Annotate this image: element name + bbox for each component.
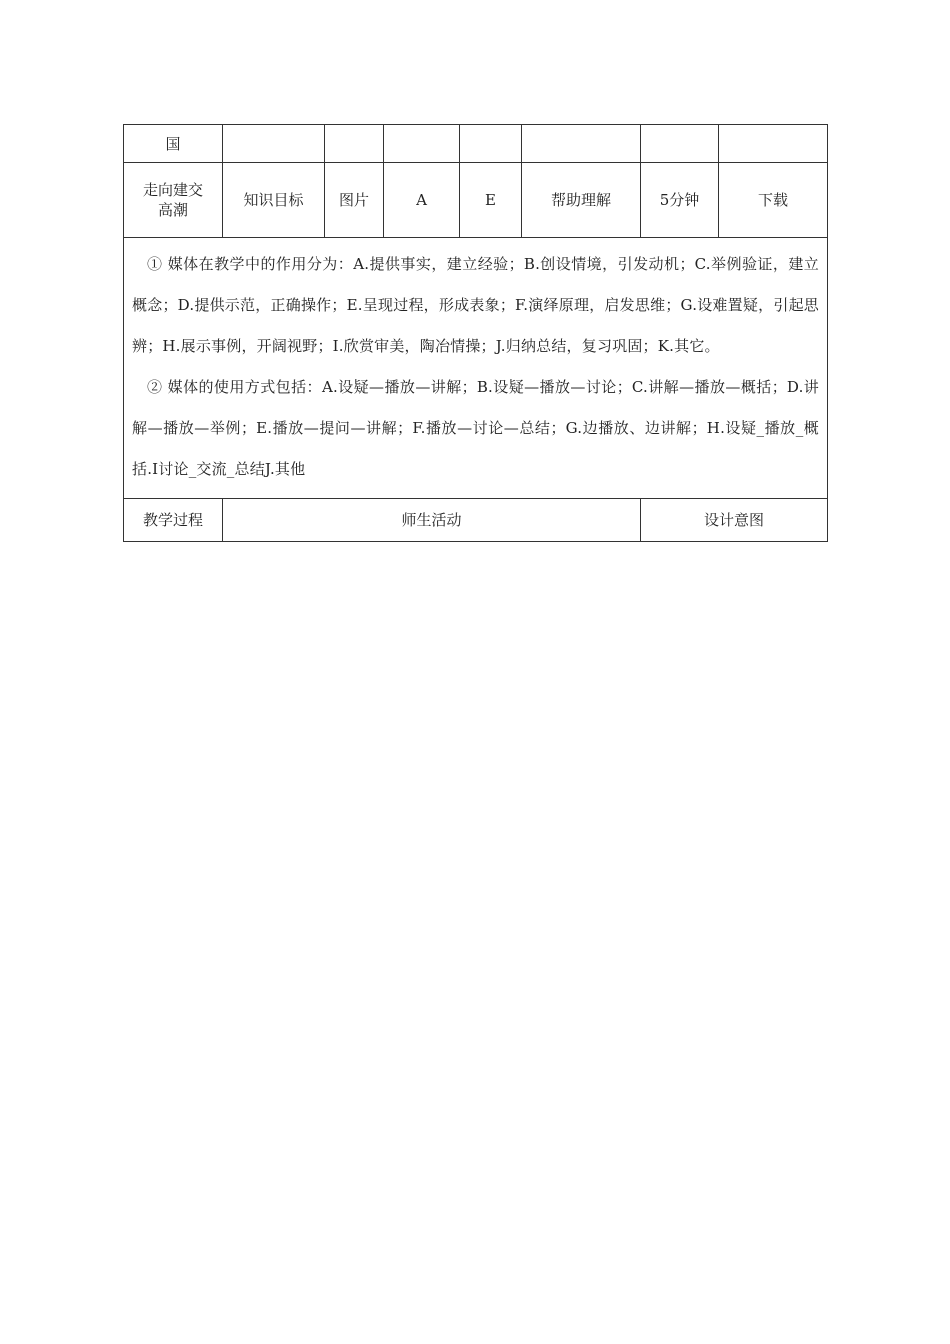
cell-activity-header: 师生活动	[223, 499, 641, 542]
topic-line-2: 高潮	[157, 201, 188, 219]
cell-role-code: A	[384, 163, 460, 238]
notes-cell	[124, 238, 828, 499]
table-row	[124, 499, 828, 542]
cell-source: 下载	[719, 163, 828, 238]
cell-topic-continued: 国	[124, 125, 223, 163]
cell-empty	[384, 125, 460, 163]
table-row	[124, 163, 828, 238]
cell-objective: 知识目标	[223, 163, 325, 238]
cell-media-type: 图片	[325, 163, 384, 238]
cell-empty	[460, 125, 522, 163]
media-plan-table	[123, 124, 828, 542]
notes-paragraph-roles: ① 媒体在教学中的作用分为：A.提供事实，建立经验；B.创设情境，引发动机；C.举例验证，建立概念；D.提供示范，正确操作；E.呈现过程，形成表象；F.演绎原理，启发思维；G.设难置疑，引起思辨；H.展示事例，开阔视野；I.欣赏审美，陶冶情操；J.归纳总结，复习巩固；K.其它。	[132, 255, 819, 355]
cell-empty	[325, 125, 384, 163]
cell-empty	[641, 125, 719, 163]
cell-empty	[719, 125, 828, 163]
cell-empty	[522, 125, 641, 163]
cell-effect: 帮助理解	[522, 163, 641, 238]
cell-empty	[223, 125, 325, 163]
topic-line-1: 走向建交	[142, 181, 203, 199]
table-row	[124, 238, 828, 499]
notes-paragraph-usage: ② 媒体的使用方式包括：A.设疑—播放—讲解；B.设疑—播放—讨论；C.讲解—播放—概括；D.讲解—播放—举例；E.播放—提问—讲解；F.播放—讨论—总结；G.边播放、边讲解；H.设疑_播放_概括.I讨论_交流_总结J.其他	[132, 378, 819, 478]
cell-process-label: 教学过程	[124, 499, 223, 542]
cell-usage-code: E	[460, 163, 522, 238]
cell-topic	[124, 163, 223, 238]
cell-duration: 5分钟	[641, 163, 719, 238]
cell-intent-header: 设计意图	[641, 499, 828, 542]
table-row	[124, 125, 828, 163]
